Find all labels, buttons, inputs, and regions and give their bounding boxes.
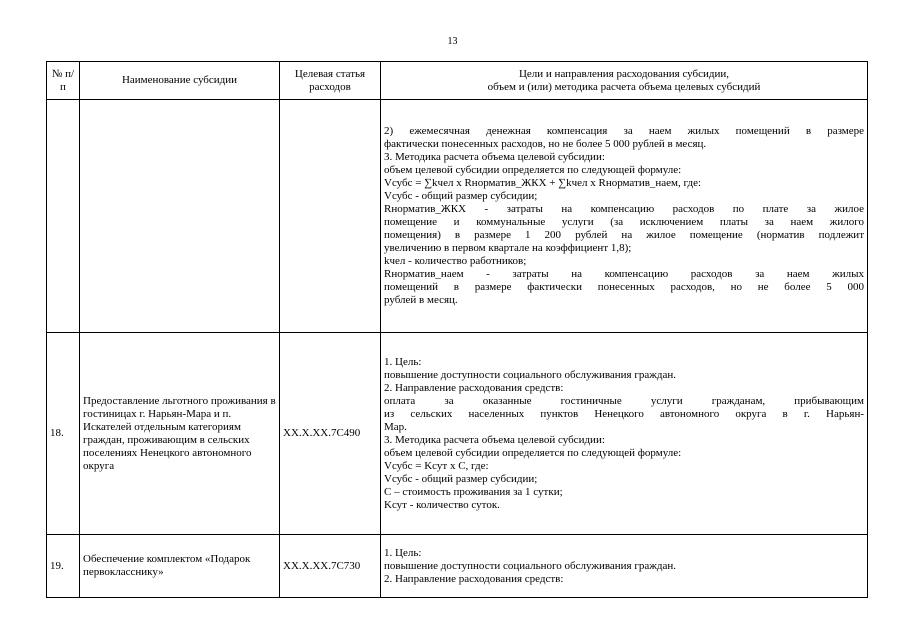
goals-line: 3. Методика расчета объема целевой субсидии: bbox=[384, 433, 605, 446]
row-num bbox=[47, 100, 80, 333]
header-code: Целевая статья расходов bbox=[280, 62, 381, 100]
goals-line: рублей в месяц. bbox=[384, 294, 458, 306]
target-code: XX.X.XX.7C490 bbox=[280, 333, 381, 535]
subsidy-name bbox=[80, 100, 280, 333]
goals-line: помещений в размере фактически понесенных расходов, но не более 5 000 bbox=[384, 281, 864, 293]
goals-line: Vсубс - общий размер субсидии; bbox=[384, 190, 538, 202]
goals-line: повышение доступности социального обслуживания граждан. bbox=[384, 559, 676, 572]
subsidy-table bbox=[46, 61, 868, 598]
goals-cell bbox=[381, 333, 868, 535]
table-row bbox=[47, 333, 868, 535]
page-number: 13 bbox=[447, 36, 458, 47]
goals-line: 2. Направление расходования средств: bbox=[384, 572, 564, 585]
goals-line: объем целевой субсидии определяется по следующей формуле: bbox=[384, 446, 682, 459]
subsidy-name: Обеспечение комплектом «Подарок первокласснику» bbox=[80, 535, 280, 598]
header-name: Наименование субсидии bbox=[80, 62, 280, 100]
goals-line: 2) ежемесячная денежная компенсация за наем жилых помещений в размере bbox=[384, 125, 864, 137]
goals-line: из сельских населенных пунктов Ненецкого автономного округа в г. Нарьян- bbox=[384, 407, 864, 420]
goals-line: Kсут - количество суток. bbox=[384, 498, 500, 511]
header-goals-line2: объем и (или) методика расчета объема целевых субсидий bbox=[487, 80, 761, 93]
target-code: XX.X.XX.7C730 bbox=[280, 535, 381, 598]
goals-line: Мар. bbox=[384, 420, 407, 433]
goals-line: Vсубс - общий размер субсидии; bbox=[384, 472, 538, 485]
goals-line: повышение доступности социального обслуживания граждан. bbox=[384, 368, 676, 381]
header-goals bbox=[381, 62, 868, 100]
subsidy-name: Предоставление льготного проживания в гостиницах г. Нарьян-Мара и п. Искателей отдельным категориям граждан, проживающим в сельских поселениях Ненецкого автономного округа bbox=[80, 333, 280, 535]
goals-line: помещение и коммунальные услуги (за исключением платы за наем жилого bbox=[384, 216, 864, 228]
goals-line: 1. Цель: bbox=[384, 546, 422, 559]
goals-line: 2. Направление расходования средств: bbox=[384, 381, 564, 394]
goals-line: kчел - количество работников; bbox=[384, 255, 527, 267]
table-header-row bbox=[47, 62, 868, 100]
row-num: 18. bbox=[47, 333, 80, 535]
goals-line: 3. Методика расчета объема целевой субсидии: bbox=[384, 151, 605, 163]
table-row bbox=[47, 100, 868, 333]
goals-line: Rнорматив_ЖКХ - затраты на компенсацию расходов по плате за жилое bbox=[384, 203, 864, 215]
goals-line: оплата за оказанные гостиничные услуги гражданам, прибывающим bbox=[384, 394, 864, 407]
goals-cell bbox=[381, 535, 868, 598]
header-num: № п/п bbox=[47, 62, 80, 100]
goals-line: фактически понесенных расходов, но не более 5 000 рублей в месяц. bbox=[384, 138, 707, 150]
goals-line: 1. Цель: bbox=[384, 355, 422, 368]
goals-line: увеличению в первом квартале на коэффициент 1,8); bbox=[384, 242, 632, 254]
target-code bbox=[280, 100, 381, 333]
header-goals-line1: Цели и направления расходования субсидии, bbox=[518, 67, 730, 80]
table-row bbox=[47, 535, 868, 598]
goals-line: Vсубс = Kсут x C, где: bbox=[384, 459, 489, 472]
goals-cell bbox=[381, 100, 868, 333]
row-num: 19. bbox=[47, 535, 80, 598]
goals-line: объем целевой субсидии определяется по следующей формуле: bbox=[384, 164, 682, 176]
goals-line: C – стоимость проживания за 1 сутки; bbox=[384, 485, 563, 498]
goals-line: Rнорматив_наем - затраты на компенсацию расходов за наем жилых bbox=[384, 268, 864, 280]
goals-line: помещения) в размере 1 200 рублей на жилое помещение (норматив подлежит bbox=[384, 229, 864, 241]
goals-line: Vсубс = ∑kчел x Rнорматив_ЖКХ + ∑kчел x Rнорматив_наем, где: bbox=[384, 177, 702, 189]
